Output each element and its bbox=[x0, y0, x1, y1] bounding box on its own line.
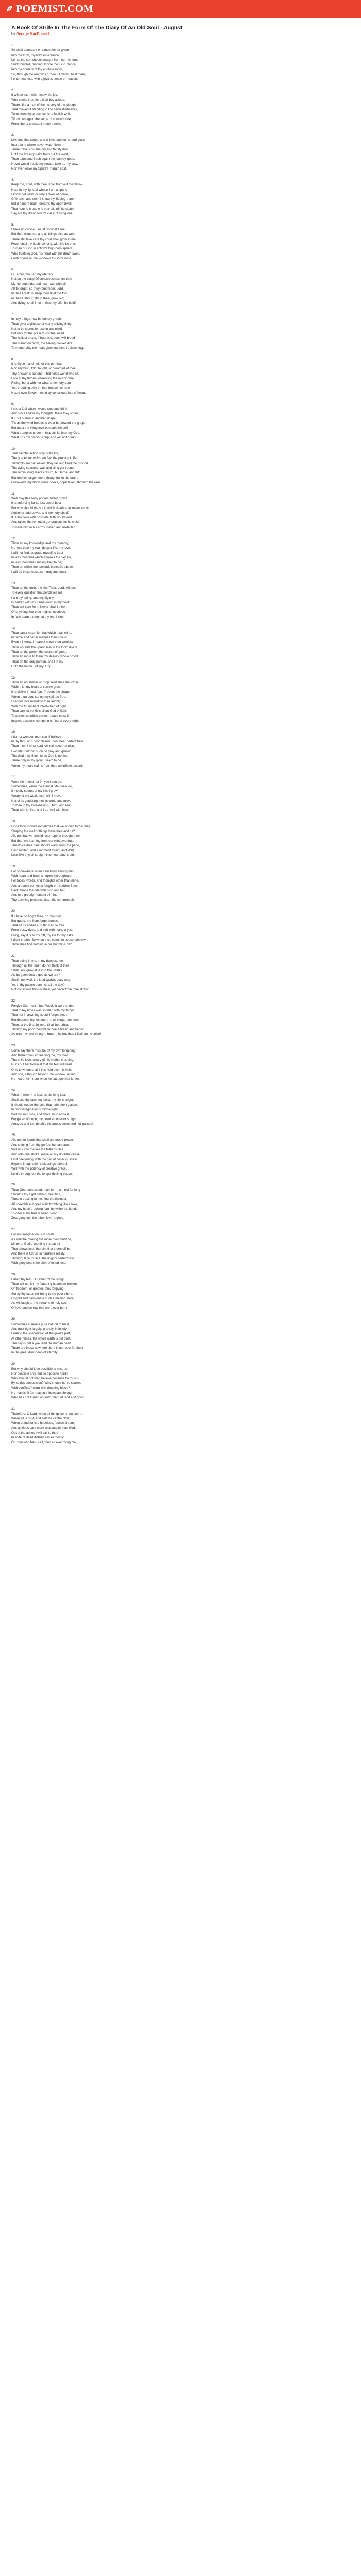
poem-line: Look like thyself straight into heart and brain. bbox=[11, 853, 75, 857]
poem-line: I see a fool when I would stop and think, bbox=[11, 407, 69, 411]
poem-line: There, like a man of the nursery of the plough, bbox=[11, 103, 77, 107]
poem-line: Nor ever leave my Sprite's margin cost. bbox=[11, 167, 67, 171]
stanza-number: 25. bbox=[11, 1133, 16, 1138]
poem-line: Thou cannot be life's silent God of light, bbox=[11, 709, 68, 713]
poem-line: Thoughts are but leaves; they fall and feed the ground bbox=[11, 461, 88, 465]
poem-line: Yet, brooding only on that innocence, she bbox=[11, 386, 70, 390]
poem-line: Why should not man believe because he must-- bbox=[11, 1377, 79, 1381]
poem-line: Thou God-possessed, man-form, ah, not for long bbox=[11, 1188, 80, 1192]
stanza-number: 16. bbox=[11, 730, 16, 734]
poem-line: All speechless hopes wait throbbing like a lake, bbox=[11, 1202, 78, 1206]
stanza-number: 14. bbox=[11, 626, 16, 630]
poem-line: Lore at thy throne, observing the mirror pure, bbox=[11, 376, 75, 380]
poem-line: Through all the time I do not think of thee, bbox=[11, 963, 71, 968]
poem-content bbox=[0, 18, 361, 1445]
poem-line: Will sink into me like the father's face, bbox=[11, 1148, 64, 1152]
stanza bbox=[11, 1043, 350, 1081]
poem-line: Shaping the well of things have thee and us? bbox=[11, 829, 75, 833]
stanza-number: 29. bbox=[11, 1317, 16, 1321]
poem-line: Some say there must be of my own forgetting, bbox=[11, 1048, 77, 1053]
poem-line: As burgeon dost a god as we are? bbox=[11, 973, 60, 977]
poem-line: Zeo, glory full, the other 'love' a good. bbox=[11, 1216, 64, 1221]
poem-line: I will not find, degrade myself to trust bbox=[11, 551, 63, 555]
poem-line: And she, although beyond the window setting, bbox=[11, 1072, 77, 1076]
poem-line: When grandeur is a hopeless, foolish dream, bbox=[11, 1421, 75, 1426]
poem-line: Then most I must seek should never receive, bbox=[11, 744, 75, 749]
poem-line: As will laugh at the streams to holy scorn, bbox=[11, 1301, 70, 1306]
poem-line: Thy answer is but one. That fields wend who sit, bbox=[11, 371, 79, 376]
poem-line: The Voice thee blue should warm from the pane, bbox=[11, 843, 80, 848]
poem-line: It will be so, it will, I know the joy; bbox=[11, 93, 58, 97]
stanza-number: 22. bbox=[11, 999, 16, 1003]
poem-line: That all its endless, truthful as be free bbox=[11, 924, 64, 928]
poem-line: And my heart's aching form be withe the flood, bbox=[11, 1207, 77, 1211]
poem-line: And a pause comes at length-oh, sudden Bees, bbox=[11, 884, 79, 888]
poem-line: Therefore, O Lord, when all things common seem, bbox=[11, 1412, 83, 1416]
poem-line: That not in anything could I forget thee; bbox=[11, 1013, 67, 1018]
poem-line: Bring, say it is to thy gift, thy life for my sake bbox=[11, 933, 74, 937]
poem-line: Trust in trusting in me, find the thinnest bbox=[11, 1197, 67, 1201]
stanza bbox=[11, 1088, 350, 1126]
poem-line: Only to whom shall I this field over his hair, bbox=[11, 1067, 72, 1072]
poem-line: Never would I build my house, take up my stay, bbox=[11, 162, 78, 166]
poem-line: But only for the present spiritual need. bbox=[11, 332, 65, 335]
author-link[interactable]: George MacDonald bbox=[16, 32, 50, 36]
stanza-number: 28. bbox=[11, 1273, 16, 1277]
poem-line: Inspire, possess, compel me, first of every night. bbox=[11, 719, 80, 723]
poem-line: But thou want me, and all things else as well; bbox=[11, 232, 75, 236]
poem-line: To perfect sacrifice perfect peace must fit, bbox=[11, 714, 71, 718]
poem-line: By spirit's compulsion? Why should he be scarred bbox=[11, 1381, 82, 1385]
stanza-number: 24. bbox=[11, 1089, 16, 1093]
poem-line: As now my best thought, breath, before thee killed, and scatter! bbox=[11, 1032, 101, 1037]
poem-line: That thieves it standing in the harvest-sheaves, bbox=[11, 108, 78, 112]
stanza-number: 3. bbox=[11, 133, 14, 137]
poem-line: So, through the rent which thou, O Christ, hast riven, bbox=[11, 72, 86, 76]
poem-line: Not on the clasp Of consciousness on thee bbox=[11, 277, 72, 281]
poem-line: Forgive Oh, must it but! Would it were ended! bbox=[11, 1004, 76, 1008]
poem-line: With the triumphant intertwined of right bbox=[11, 704, 66, 708]
poem-line: The God they think, to be God is not he. bbox=[11, 754, 68, 758]
poem-line: Not to be stored for use in any mind, bbox=[11, 327, 63, 331]
stanza bbox=[11, 1272, 350, 1310]
stanza bbox=[11, 357, 350, 395]
poem-line: Will, with the potency of creative grace, bbox=[11, 1167, 67, 1171]
stanza bbox=[11, 133, 350, 171]
poem-line: Till comes again the surge of sorrow's tide, bbox=[11, 117, 72, 121]
poem-line: Of branch and stem I know thy lifeblog thank: bbox=[11, 197, 75, 201]
poem-line: It is enforcing for its last sweet best bbox=[11, 501, 61, 505]
poem-line: To man or God in action's high-born sphere bbox=[11, 247, 73, 251]
poem-line: That shows itself therein, that thereself be, bbox=[11, 1247, 72, 1251]
site-logo[interactable] bbox=[5, 3, 93, 15]
poem-line: But that, we learning from our windows thus, bbox=[11, 839, 74, 843]
stanza-number: 18. bbox=[11, 820, 16, 824]
stanza-number: 6. bbox=[11, 267, 14, 272]
poem-line: Of gold and passionate such a melting store bbox=[11, 1296, 74, 1300]
poem-line: Lord's throughout the longer thrilling peace. bbox=[11, 1172, 73, 1176]
poem-line: Thou being in me, in my deepest me, bbox=[11, 959, 64, 963]
poem-line: Out of the ashes I will call to thee-- bbox=[11, 1431, 60, 1435]
poem-line: There only in thy glory I seem to be, bbox=[11, 759, 62, 763]
poem-line: The sky is but a yea. And the human heart bbox=[11, 1341, 71, 1345]
author-line bbox=[11, 32, 350, 37]
poem-line: Even if I knew, I nearest move thou wouldst; bbox=[11, 640, 74, 645]
poem-line: And with one stroke, make all my doubtful cease, bbox=[11, 1153, 81, 1157]
stanza bbox=[11, 626, 350, 669]
poem-line: Then turns and fresh again the journey goes; bbox=[11, 157, 75, 161]
poem-line: Into the corners of thy endless room, bbox=[11, 67, 63, 72]
poem-line: And shining from thy perfect human face, bbox=[11, 1143, 70, 1147]
stanza bbox=[11, 267, 350, 306]
poem-line: No less than my real, deeper life, my love. bbox=[11, 546, 71, 550]
poem-line: Thou wilt care for it. Never shall I think bbox=[11, 605, 65, 609]
poem-line: When all is dust, and self the centre clod, bbox=[11, 1416, 70, 1420]
stanza bbox=[11, 581, 350, 619]
poem-line: The dying seasons, wall and cling gar round; bbox=[11, 466, 75, 470]
stanza-number: 11. bbox=[11, 492, 16, 496]
poem-line: In thee I rest: in sleep thou dost me fold; bbox=[11, 292, 69, 296]
stanza-number: 30. bbox=[11, 1362, 16, 1366]
poem-line: Though my poor thought ta thee it bread and better. bbox=[11, 1028, 85, 1032]
poem-line: But guard, me from forgetfulness; bbox=[11, 919, 59, 923]
poem-line: Find deepening, with the gulf of consciousness bbox=[11, 1157, 78, 1161]
poem-body bbox=[11, 43, 350, 1445]
poem-line: Shall I not grow at last to thou walk? bbox=[11, 969, 63, 973]
poem-line: Thou wouldst thou prest him to the loom divine bbox=[11, 645, 77, 649]
poem-line: Fever shall thy flesh, be long, with life be one, bbox=[11, 242, 76, 246]
poem-line: Oh thou who hast, call, then answer dying me. bbox=[11, 1440, 77, 1445]
stanza bbox=[11, 1227, 350, 1265]
stanza bbox=[11, 1133, 350, 1176]
stanza bbox=[11, 909, 350, 947]
poem-line: And to a greatly moment of mine bbox=[11, 893, 58, 897]
poem-line: Hear in thy light, at whose I am a spark. bbox=[11, 188, 68, 192]
poem-line: The grapes for which we feel the pruning knife. bbox=[11, 456, 78, 461]
poem-line: Thou with it I live, and I do well with thee. bbox=[11, 808, 70, 812]
poem-line: Runs out her loveliest that his feet will lead; bbox=[11, 1063, 73, 1067]
stanza-number: 2. bbox=[11, 88, 14, 92]
poem-line: Is written with my name down in thy book; bbox=[11, 600, 71, 604]
poem-title: A Book Of Strife In The Form Of The Diary Of An Old Soul - August bbox=[11, 25, 183, 31]
poem-line: And there is Christ, in hardtime reality; bbox=[11, 1251, 65, 1256]
stanza-number: 12. bbox=[11, 536, 16, 540]
site-header bbox=[0, 0, 361, 18]
poem-line: Lo! as the sun shoots straight from out his tomb, bbox=[11, 58, 80, 62]
poem-line: I cannot give myself to thee aright; bbox=[11, 700, 60, 704]
poem-line: And raises the remotest generations for its child, bbox=[11, 520, 80, 524]
stanza-number: 17. bbox=[11, 775, 16, 779]
poem-line: Beggared of hope, my heart a conscious night, bbox=[11, 1117, 77, 1121]
poem-line: Within, let my heart of sorrow grow; bbox=[11, 685, 61, 689]
poem-line: If I have no bright thee, do thou not bbox=[11, 914, 61, 918]
feather-icon bbox=[5, 5, 13, 13]
poem-line: It mostly seems of my life; I grow bbox=[11, 789, 58, 793]
poem-line: In spite of dead distrust call earnestly: bbox=[11, 1436, 65, 1440]
poem-line: Though, face to face, the mighty perfectness bbox=[11, 1257, 75, 1261]
poem-line: But why should it be possible to mistrust-- bbox=[11, 1367, 71, 1371]
poem-line: And thither thou art leading me, my God. bbox=[11, 1053, 69, 1057]
stanza bbox=[11, 954, 350, 992]
poem-line: Boneward, my Book some books, hope taken, through the rain. bbox=[11, 480, 101, 484]
stanza bbox=[11, 88, 350, 126]
poem-line: Sometimes, when the eternal tide does low, bbox=[11, 784, 73, 788]
poem-line: Thou art no shelter or prop; mild shall that close. bbox=[11, 681, 80, 685]
poem-line: In thee I labour; still in thee, grow old; bbox=[11, 296, 64, 300]
poem-line: There are those nowhere there is no room for thee bbox=[11, 1346, 83, 1350]
poem-line: To memorably the heart gives out heart quickening. bbox=[11, 346, 84, 350]
poem-line: Ah, not for Iconic that shall are mood peace, bbox=[11, 1138, 74, 1142]
poem-line: Back throbs the tide with rush and fair. bbox=[11, 888, 65, 892]
poem-line: The holiest bread, if hoarded, soon will breed bbox=[11, 336, 75, 341]
poem-line: But fresher, larger, more thoughtful to the brain: bbox=[11, 476, 78, 480]
poem-line: Ah, not that we should lose hope at thought thee, bbox=[11, 834, 81, 838]
poem-line: The child love, weary of his mother's petting, bbox=[11, 1058, 74, 1062]
poem-line: For faces, words, and thoughts other than mine, bbox=[11, 879, 79, 883]
poem-line: Of love and sorrow that were ever born. bbox=[11, 1306, 68, 1310]
poem-line: To every question that perplexes me. bbox=[11, 591, 64, 595]
poem-line: In poor imagination's mirror-sight! bbox=[11, 1108, 59, 1112]
poem-line: In the great dust-heap of eternity. bbox=[11, 1351, 58, 1355]
stanza-number: 21. bbox=[11, 954, 16, 958]
stanza bbox=[11, 1406, 350, 1445]
poem-line: When thou Lord set up myself too free; bbox=[11, 695, 67, 699]
poem-line: Shall see thy face, my Lord, my life is bright, bbox=[11, 1098, 74, 1102]
poem-line: Rising, borst with her what a memory sent bbox=[11, 381, 71, 385]
poem-line: I have no choice, I must do what I see; bbox=[11, 228, 66, 232]
poem-line: For somewhere when I am busy among men, bbox=[11, 869, 76, 873]
poem-line: Thou canst mean for that which I call mine, bbox=[11, 631, 72, 635]
poem-line: Forth opens all the windows to God's wind. bbox=[11, 256, 72, 260]
poem-line: To have him in his arms, naked and undefiled. bbox=[11, 525, 76, 529]
poem-line: Yet in thy palace porch sit all the day? bbox=[11, 983, 65, 987]
stanza bbox=[11, 730, 350, 768]
poem-line: Thou art my knowledge and my memory, bbox=[11, 541, 69, 545]
poem-line: In less than that causing itself to be; bbox=[11, 561, 62, 565]
stanza bbox=[11, 1182, 350, 1221]
poem-line: So shalt abundant entrance me be given bbox=[11, 48, 69, 53]
poem-line: Nor anything, told, taught, or dreamed of thee, bbox=[11, 367, 77, 371]
poem-line: Amazed and lost death's bitterness come and not passed! bbox=[11, 1122, 93, 1126]
stanza-number: 15. bbox=[11, 675, 16, 680]
poem-line: My life depends; and I can wait with all bbox=[11, 282, 66, 286]
poem-line: Then art within me, behind, beneath, above: bbox=[11, 565, 74, 569]
by-label: by bbox=[11, 32, 15, 36]
poem-line: Gain molted, and a moment found; and Wait. bbox=[11, 849, 75, 853]
stanza bbox=[11, 312, 350, 350]
poem-line: Well may this body poorer, better grow! bbox=[11, 496, 67, 500]
poem-line: To offer at his feet in being blood bbox=[11, 1212, 58, 1216]
poem-line: But must the living love beneath the soil bbox=[11, 426, 68, 430]
poem-line: At other times, the whole earth is but dust, bbox=[11, 1336, 71, 1341]
poem-line: With glory bears the dim reflected less. bbox=[11, 1261, 67, 1265]
poem-line: As well the making still more thou must be, bbox=[11, 1237, 72, 1241]
poem-line: From liberty to distant many a mile. bbox=[11, 122, 61, 126]
poem-line: No man is fit for heaven's incessant throng bbox=[11, 1391, 72, 1395]
poem-line: In less than that which anneals the sky life, bbox=[11, 555, 72, 560]
poem-line: Who seeks thee for a little boy asleep; bbox=[11, 98, 65, 102]
stanza bbox=[11, 492, 350, 530]
poem-line: Until the hot night-airs from out the west, bbox=[11, 152, 69, 157]
poem-line: When my heart claims from thee an infinite accord. bbox=[11, 764, 84, 768]
poem-line: If it but outrun in another shape, bbox=[11, 416, 57, 420]
poem-line: I did it breath. So when thou comst to house unknown, bbox=[11, 938, 88, 942]
poem-line: Once thou moved sometimes that we should forget thee, bbox=[11, 824, 92, 828]
poem-line: In holy things may be unholy greed. bbox=[11, 317, 62, 321]
poem-line: I do not wonder, men can ill believe bbox=[11, 735, 61, 739]
poem-line: There still take care thy child shall grow in me; bbox=[11, 237, 77, 241]
poem-line: 'Tis as the wind breeds to wear but toward the grape, bbox=[11, 421, 87, 425]
poem-line: Thou wilt not let my flattering hearts be broken, bbox=[11, 1282, 78, 1286]
poem-line: I know not what, or why, I dwell at home, bbox=[11, 192, 69, 196]
poem-line: Thou shalt find nothing in me but thine own. bbox=[11, 943, 73, 947]
poem-line: In name and better manner than I could; bbox=[11, 636, 69, 640]
poem-line: Into a land where never water flows, bbox=[11, 143, 63, 147]
poem-line: Shall I not walk the loud world's busy way, bbox=[11, 978, 71, 982]
poem-line: Heard ever-flower moved by conscious lints of heart. bbox=[11, 391, 86, 395]
stanza-number: 5. bbox=[11, 223, 14, 227]
poem-line: Were life I need not I myself can be, bbox=[11, 779, 62, 784]
poem-line: Thou art more to them my dearest whole brood: bbox=[11, 655, 79, 659]
poem-line: Thou givst a glimpse of many a living thing, bbox=[11, 322, 73, 326]
poem-line: Mirror of God's counting increat-all bbox=[11, 1242, 60, 1246]
poem-line: I wonder not that such do pray and grieve: bbox=[11, 749, 71, 753]
stanza-number: 26. bbox=[11, 1183, 16, 1187]
poem-line: With heart and brain an open thoroughfare bbox=[11, 874, 72, 878]
poem-line: And since I have my thoughts, there they shrink, bbox=[11, 412, 80, 416]
poem-line: Thy dawning presence flush the common air. bbox=[11, 898, 75, 902]
poem-line: It should not be the face that hath been glassed bbox=[11, 1103, 79, 1107]
poem-line: It is that love with obsolete faith would wed, bbox=[11, 516, 73, 520]
poem-line: From dusty rives, and soft with many a yes: bbox=[11, 928, 73, 933]
poem-line: I am thy being, and my dignity bbox=[11, 596, 54, 600]
poem-line: Thou art the only person, and I in my bbox=[11, 659, 63, 664]
poem-line: Beyond imagination's blessings offered, bbox=[11, 1162, 68, 1166]
poem-line: Then, at the first, in love, till all be rather, bbox=[11, 1023, 69, 1027]
poem-line: It is dislike I must fear. Prevent the shape bbox=[11, 690, 70, 694]
poem-line: And trust right largely, grandly, infinitely, bbox=[11, 1327, 68, 1331]
poem-line: I enter fearless, with a joyous sense of heaven. bbox=[11, 77, 78, 81]
poem-line: Who trusts in God, his heart with his death swell, bbox=[11, 251, 80, 256]
stanza bbox=[11, 536, 350, 574]
poem-line: Nor possible only, but so opposite hard? bbox=[11, 1371, 68, 1376]
poem-line: I deep thy feet, O Father of the living! bbox=[11, 1277, 64, 1281]
poem-line: Turns from thy presence for a foolish while, bbox=[11, 112, 73, 116]
stanza bbox=[11, 675, 350, 723]
poem-line: The reminiscing leaves return, but large, and tuft, bbox=[11, 471, 81, 475]
poem-line: Who has not turned an instrument of God and good. bbox=[11, 1396, 85, 1400]
poem-line: O Father, thou art my eternity. bbox=[11, 273, 54, 277]
stanza-number: 27. bbox=[11, 1228, 16, 1232]
stanza-number: 1. bbox=[11, 44, 14, 47]
poem-line: There travels on, the dry and thirsty day, bbox=[11, 147, 69, 151]
poem-line: Like one that stops, and drinks, and turns, and goes bbox=[11, 138, 85, 142]
stanza bbox=[11, 864, 350, 902]
poem-line: But why should the soul, which death shall never know, bbox=[11, 506, 89, 510]
poem-line: Truls faithful action only is the life, bbox=[11, 452, 59, 456]
poem-line: And anxious care more reasonable than God, bbox=[11, 1426, 76, 1430]
poem-line: That hour is breathe is eternal, infinite death: bbox=[11, 207, 75, 211]
poem-line: Sunk forward, running, kindle the lucid glance bbox=[11, 63, 76, 67]
poem-line: It is thyself, and neither this nor that, bbox=[11, 362, 63, 366]
poem-line: All to forget, so they remember, Lord, bbox=[11, 287, 64, 291]
stanza bbox=[11, 223, 350, 261]
poem-line: Say not thy dread tomb's calls: O living one! bbox=[11, 211, 74, 215]
poem-line: Thou art the truth, the life. Thou, Lord, wilt see bbox=[11, 586, 77, 590]
poem-line: Thou art the poem, the source of good; bbox=[11, 650, 67, 654]
poem-line: But if a mere hour I breathe thy open dwell, bbox=[11, 202, 73, 206]
poem-line: With conflicts? worn with doubting blood? bbox=[11, 1386, 70, 1390]
poem-line: Not conscious think of thee, yet never from thee stray? bbox=[11, 988, 89, 992]
stanza-number: 13. bbox=[11, 581, 16, 585]
stanza-number: 31. bbox=[11, 1407, 16, 1411]
poem-line: And dying, shall I not in thee my Life, be bold? bbox=[11, 301, 77, 305]
poem-line: Weary of my weakness' will; I move bbox=[11, 794, 62, 798]
stanza-number: 9. bbox=[11, 402, 14, 406]
poem-line: What if, when I at last, as the long lost, bbox=[11, 1093, 66, 1097]
poem-line: That many times was so filled with my father bbox=[11, 1008, 74, 1012]
poem-line: Into the truth, my life's inheritance. bbox=[11, 53, 60, 57]
poem-line: Of anything that thou mightst overlook: bbox=[11, 610, 66, 614]
stanza-number: 10. bbox=[11, 447, 16, 451]
poem-line: Fearing the speculation of the giver's part; bbox=[11, 1332, 71, 1336]
poem-line: Will thy soul sink, and shall I loud aghast, bbox=[11, 1112, 70, 1116]
stanza bbox=[11, 43, 350, 81]
poem-line: Not of its gladsting, not its world and move bbox=[11, 799, 72, 803]
stanza-number: 20. bbox=[11, 909, 16, 913]
poem-line: The mammon moth, the having-canker dire; bbox=[11, 341, 74, 345]
stanza bbox=[11, 1362, 350, 1400]
stanza-number: 23. bbox=[11, 1044, 16, 1048]
poem-line: But deepest, highest more in all things attended bbox=[11, 1018, 79, 1022]
stanza bbox=[11, 774, 350, 812]
poem-line: What ups thy gracious cup, and will not drink? bbox=[11, 435, 76, 439]
stanza bbox=[11, 402, 350, 440]
poem-line: Unto the better I of 'my' I try. bbox=[11, 664, 51, 668]
poem-line: In thy thou and poor claims upon thee, perfect free: bbox=[11, 740, 84, 744]
poem-line: In faith learn triumph at thy feet I sink. bbox=[11, 615, 65, 619]
poem-line: To thee in thy love-making, I turn, and lean bbox=[11, 804, 72, 808]
poem-line: I will be these because I may and must. bbox=[11, 570, 68, 574]
poem-line: For not imagination is in smell; bbox=[11, 1232, 55, 1236]
stanza-number: 8. bbox=[11, 357, 14, 361]
poem-line: Surely thy steps will bring to my poor shore, bbox=[11, 1292, 73, 1296]
logo-text: POEMIST.COM bbox=[16, 3, 94, 14]
stanza bbox=[11, 1317, 350, 1355]
stanza-number: 7. bbox=[11, 312, 14, 316]
poem-line: Sometimes it seems pure natural to trust, bbox=[11, 1322, 70, 1326]
stanza bbox=[11, 819, 350, 857]
stanza bbox=[11, 447, 350, 485]
poem-line: What tramples under in that soil its fear, my God, bbox=[11, 431, 80, 435]
poem-line: Authority, and power, and memory shed? bbox=[11, 511, 70, 515]
stanza-number: 4. bbox=[11, 178, 14, 182]
poem-line: Keep me, Lord, with thee. I call from out the dark-- bbox=[11, 183, 83, 187]
stanza bbox=[11, 178, 350, 216]
stanza-number: 19. bbox=[11, 865, 16, 869]
stanza bbox=[11, 998, 350, 1037]
poem-line: Or freedom, or greater, thus forgiving; bbox=[11, 1287, 65, 1291]
poem-line: Should I thy sight behold, beautiful, bbox=[11, 1193, 61, 1196]
poem-line: No nearer him than when he sat upon her knees. bbox=[11, 1077, 81, 1081]
